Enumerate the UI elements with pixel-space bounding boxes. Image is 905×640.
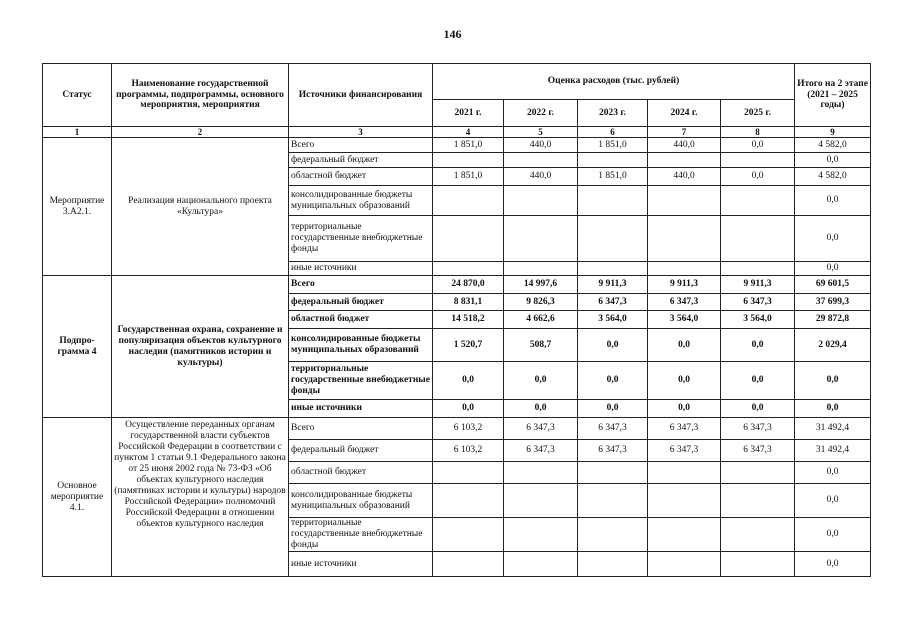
source-cell: консолидированные бюджеты муниципальных образований [289,484,433,518]
value-cell [504,484,578,518]
value-cell: 0,0 [721,329,795,362]
value-cell [433,186,504,216]
value-cell [648,484,721,518]
value-cell: 3 564,0 [578,311,648,329]
source-cell: территориальные государственные внебюджетные фонды [289,518,433,552]
value-cell: 14 997,6 [504,276,578,294]
total-cell: 0,0 [795,462,871,484]
value-cell: 0,0 [433,400,504,418]
value-cell [578,216,648,262]
budget-table [42,63,871,577]
value-cell: 6 347,3 [578,418,648,440]
value-cell: 0,0 [433,362,504,400]
value-cell: 24 870,0 [433,276,504,294]
source-cell: Всего [289,138,433,153]
source-cell: территориальные государственные внебюджетные фонды [289,362,433,400]
value-cell [433,484,504,518]
source-cell: областной бюджет [289,168,433,186]
value-cell: 0,0 [648,362,721,400]
value-cell [721,262,795,276]
value-cell: 6 347,3 [648,294,721,311]
value-cell [504,186,578,216]
value-cell: 0,0 [578,362,648,400]
header-year: 2022 г. [504,100,578,127]
source-cell: консолидированные бюджеты муниципальных образований [289,186,433,216]
value-cell: 0,0 [578,400,648,418]
value-cell: 14 518,2 [433,311,504,329]
source-cell: территориальные государственные внебюджетные фонды [289,216,433,262]
value-cell: 440,0 [504,138,578,153]
column-number: 5 [504,127,578,138]
value-cell: 6 347,3 [578,294,648,311]
source-cell: Всего [289,276,433,294]
status-cell: Мероприятие 3.А2.1. [43,138,112,276]
total-cell: 4 582,0 [795,168,871,186]
value-cell [578,462,648,484]
column-number: 3 [289,127,433,138]
value-cell [721,462,795,484]
column-number: 7 [648,127,721,138]
value-cell [504,262,578,276]
header-sources: Источники финансирования [289,64,433,127]
source-cell: Всего [289,418,433,440]
value-cell [578,484,648,518]
value-cell: 0,0 [721,362,795,400]
value-cell: 6 347,3 [504,418,578,440]
total-cell: 0,0 [795,216,871,262]
total-cell: 0,0 [795,362,871,400]
value-cell [578,153,648,168]
value-cell [721,216,795,262]
header-estimate: Оценка расходов (тыс. рублей) [433,64,795,100]
header-year: 2025 г. [721,100,795,127]
header-year: 2024 г. [648,100,721,127]
value-cell: 1 851,0 [433,168,504,186]
value-cell [648,216,721,262]
value-cell [648,186,721,216]
value-cell [721,186,795,216]
table-row [43,138,871,153]
value-cell: 0,0 [721,168,795,186]
status-cell: Подпро-грамма 4 [43,276,112,418]
value-cell: 9 911,3 [648,276,721,294]
page-number: 146 [443,27,462,41]
value-cell: 1 851,0 [578,168,648,186]
source-cell: областной бюджет [289,462,433,484]
value-cell: 0,0 [721,138,795,153]
value-cell: 508,7 [504,329,578,362]
total-cell: 69 601,5 [795,276,871,294]
value-cell [578,186,648,216]
total-cell: 37 699,3 [795,294,871,311]
value-cell: 8 831,1 [433,294,504,311]
value-cell: 6 347,3 [721,294,795,311]
value-cell: 6 347,3 [648,418,721,440]
source-cell: иные источники [289,262,433,276]
value-cell: 6 347,3 [504,440,578,462]
value-cell [648,518,721,552]
column-number: 6 [578,127,648,138]
column-number: 9 [795,127,871,138]
value-cell [721,153,795,168]
value-cell: 6 103,2 [433,418,504,440]
budget-body [43,138,871,577]
name-cell: Осуществление переданных органам государственной власти субъектов Российской Федерации в соответствии с пунктом 1 статьи 9.1 Федерального закона от 25 июня 2002 года № 73-ФЗ «Об объектах культурного наследия (памятниках истории и культуры) народов Российской Федерации» полномочий Российской Федерации в отношении объектов культурного наследия [112,418,289,577]
total-cell: 0,0 [795,262,871,276]
total-cell: 0,0 [795,552,871,577]
value-cell [648,153,721,168]
total-cell: 0,0 [795,153,871,168]
header-year: 2021 г. [433,100,504,127]
value-cell: 3 564,0 [648,311,721,329]
source-cell: областной бюджет [289,311,433,329]
table-row [43,418,871,440]
value-cell: 1 851,0 [433,138,504,153]
total-cell: 31 492,4 [795,440,871,462]
value-cell: 0,0 [504,362,578,400]
value-cell: 440,0 [504,168,578,186]
value-cell [648,552,721,577]
column-number: 1 [43,127,112,138]
source-cell: федеральный бюджет [289,153,433,168]
header-status: Статус [43,64,112,127]
column-number: 8 [721,127,795,138]
value-cell: 9 826,3 [504,294,578,311]
value-cell: 0,0 [648,329,721,362]
status-cell: Основное мероприятие 4.1. [43,418,112,577]
value-cell [578,262,648,276]
source-cell: иные источники [289,552,433,577]
value-cell [504,216,578,262]
header-total: Итого на 2 этапе (2021 – 2025 годы) [795,64,871,127]
value-cell [648,462,721,484]
value-cell: 0,0 [721,400,795,418]
header-name: Наименование государственной программы, подпрограммы, основного мероприятия, мероприятия [112,64,289,127]
header-year: 2023 г. [578,100,648,127]
value-cell: 6 347,3 [648,440,721,462]
value-cell [433,462,504,484]
value-cell: 440,0 [648,168,721,186]
column-numbers-row [43,127,871,138]
value-cell: 6 347,3 [721,440,795,462]
value-cell: 1 520,7 [433,329,504,362]
table-row [43,276,871,294]
name-cell: Реализация национального проекта «Культура» [112,138,289,276]
value-cell: 9 911,3 [578,276,648,294]
value-cell [721,552,795,577]
value-cell [433,153,504,168]
source-cell: иные источники [289,400,433,418]
value-cell [578,552,648,577]
value-cell: 9 911,3 [721,276,795,294]
name-cell: Государственная охрана, сохранение и популяризация объектов культурного наследия (памятников истории и культуры) [112,276,289,418]
value-cell: 4 662,6 [504,311,578,329]
source-cell: консолидированные бюджеты муниципальных образований [289,329,433,362]
value-cell [433,518,504,552]
value-cell [433,216,504,262]
value-cell [504,153,578,168]
total-cell: 4 582,0 [795,138,871,153]
value-cell [721,484,795,518]
total-cell: 0,0 [795,484,871,518]
total-cell: 31 492,4 [795,418,871,440]
value-cell [504,552,578,577]
source-cell: федеральный бюджет [289,440,433,462]
value-cell: 3 564,0 [721,311,795,329]
value-cell [433,262,504,276]
value-cell: 0,0 [504,400,578,418]
value-cell [433,552,504,577]
value-cell [504,518,578,552]
value-cell: 440,0 [648,138,721,153]
column-number: 4 [433,127,504,138]
total-cell: 0,0 [795,518,871,552]
value-cell: 0,0 [578,329,648,362]
value-cell: 1 851,0 [578,138,648,153]
value-cell [721,518,795,552]
value-cell [504,462,578,484]
value-cell: 6 347,3 [578,440,648,462]
total-cell: 0,0 [795,400,871,418]
total-cell: 2 029,4 [795,329,871,362]
source-cell: федеральный бюджет [289,294,433,311]
total-cell: 29 872,8 [795,311,871,329]
value-cell: 6 103,2 [433,440,504,462]
column-number: 2 [112,127,289,138]
value-cell [648,262,721,276]
total-cell: 0,0 [795,186,871,216]
value-cell: 0,0 [648,400,721,418]
value-cell [578,518,648,552]
value-cell: 6 347,3 [721,418,795,440]
